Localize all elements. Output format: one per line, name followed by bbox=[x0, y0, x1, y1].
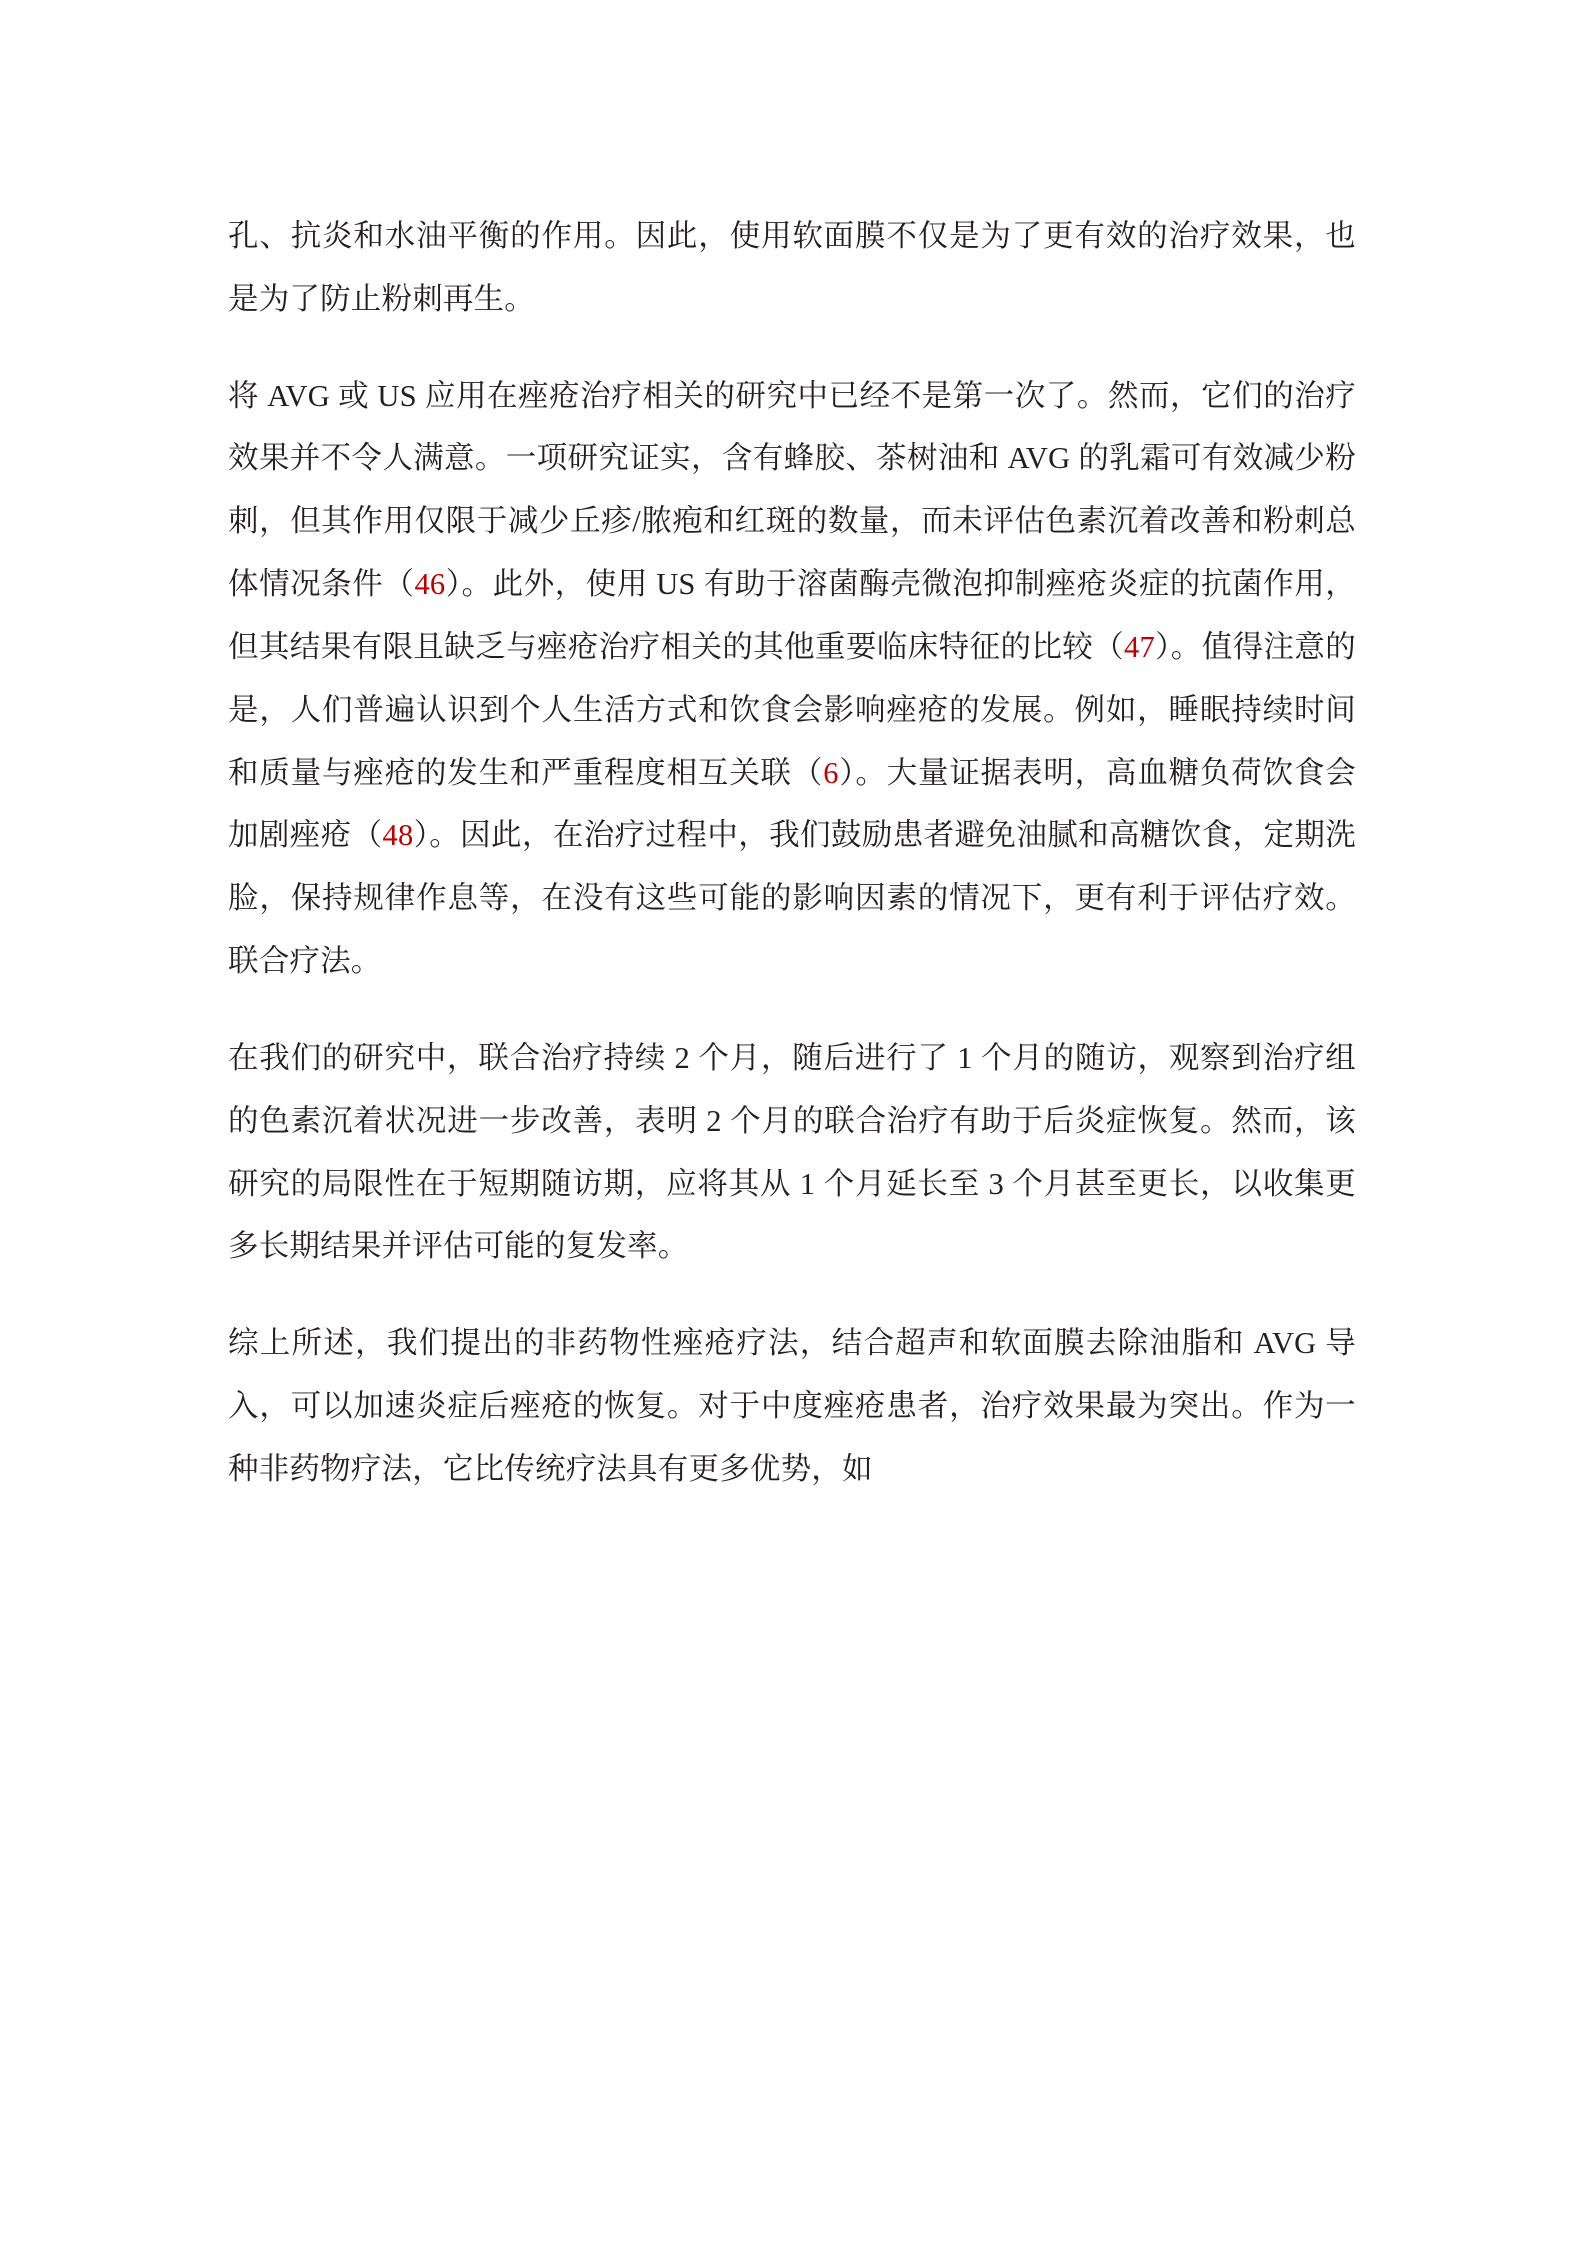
paragraph bbox=[228, 365, 1356, 993]
citation-reference[interactable]: 48 bbox=[382, 818, 414, 853]
paragraph bbox=[228, 1312, 1356, 1500]
paragraph-text: ）。此外，使用 US 有助于溶菌酶壳微泡抑制痤疮炎症的抗菌作用，但其结果有限且缺乏与痤疮治疗相关的其他重要临床特征的比较（ bbox=[228, 567, 1356, 664]
paragraph-text: 综上所述，我们提出的非药物性痤疮疗法，结合超声和软面膜去除油脂和 AVG 导入，可以加速炎症后痤疮的恢复。对于中度痤疮患者，治疗效果最为突出。作为一种非药物疗法，它比传统疗法具有更多优势，如 bbox=[228, 1326, 1356, 1486]
document-body bbox=[228, 205, 1356, 1501]
citation-reference[interactable]: 6 bbox=[823, 755, 839, 790]
paragraph-text: ）。值得注意的是，人们普遍认识到个人生活方式和饮食会影响痤疮的发展。例如，睡眠持续时间和质量与痤疮的发生和严重程度相互关联（ bbox=[228, 629, 1356, 790]
paragraph bbox=[228, 205, 1356, 331]
citation-reference[interactable]: 47 bbox=[1124, 629, 1155, 664]
paragraph-text: 将 AVG 或 US 应用在痤疮治疗相关的研究中已经不是第一次了。然而，它们的治疗效果并不令人满意。一项研究证实，含有蜂胶、茶树油和 AVG 的乳霜可有效减少粉刺，但其作用仅限于减少丘疹/脓疱和红斑的数量，而未评估色素沉着改善和粉刺总体情况条件（ bbox=[228, 378, 1356, 602]
paragraph-text: ）。大量证据表明，高血糖负荷饮食会加剧痤疮（ bbox=[228, 755, 1356, 853]
paragraph-text: 孔、抗炎和水油平衡的作用。因此，使用软面膜不仅是为了更有效的治疗效果，也是为了防止粉刺再生。 bbox=[228, 219, 1356, 316]
paragraph-text: 在我们的研究中，联合治疗持续 2 个月，随后进行了 1 个月的随访，观察到治疗组的色素沉着状况进一步改善，表明 2 个月的联合治疗有助于后炎症恢复。然而，该研究的局限性在于短期随访期，应将其从 1 个月延长至 3 个月甚至更长，以收集更多长期结果并评估可能的复发率。 bbox=[228, 1040, 1356, 1264]
paragraph-text: ）。因此，在治疗过程中，我们鼓励患者避免油腻和高糖饮食，定期洗脸，保持规律作息等，在没有这些可能的影响因素的情况下，更有利于评估疗效。联合疗法。 bbox=[228, 818, 1357, 979]
citation-reference[interactable]: 46 bbox=[414, 567, 446, 602]
paragraph bbox=[228, 1027, 1356, 1278]
